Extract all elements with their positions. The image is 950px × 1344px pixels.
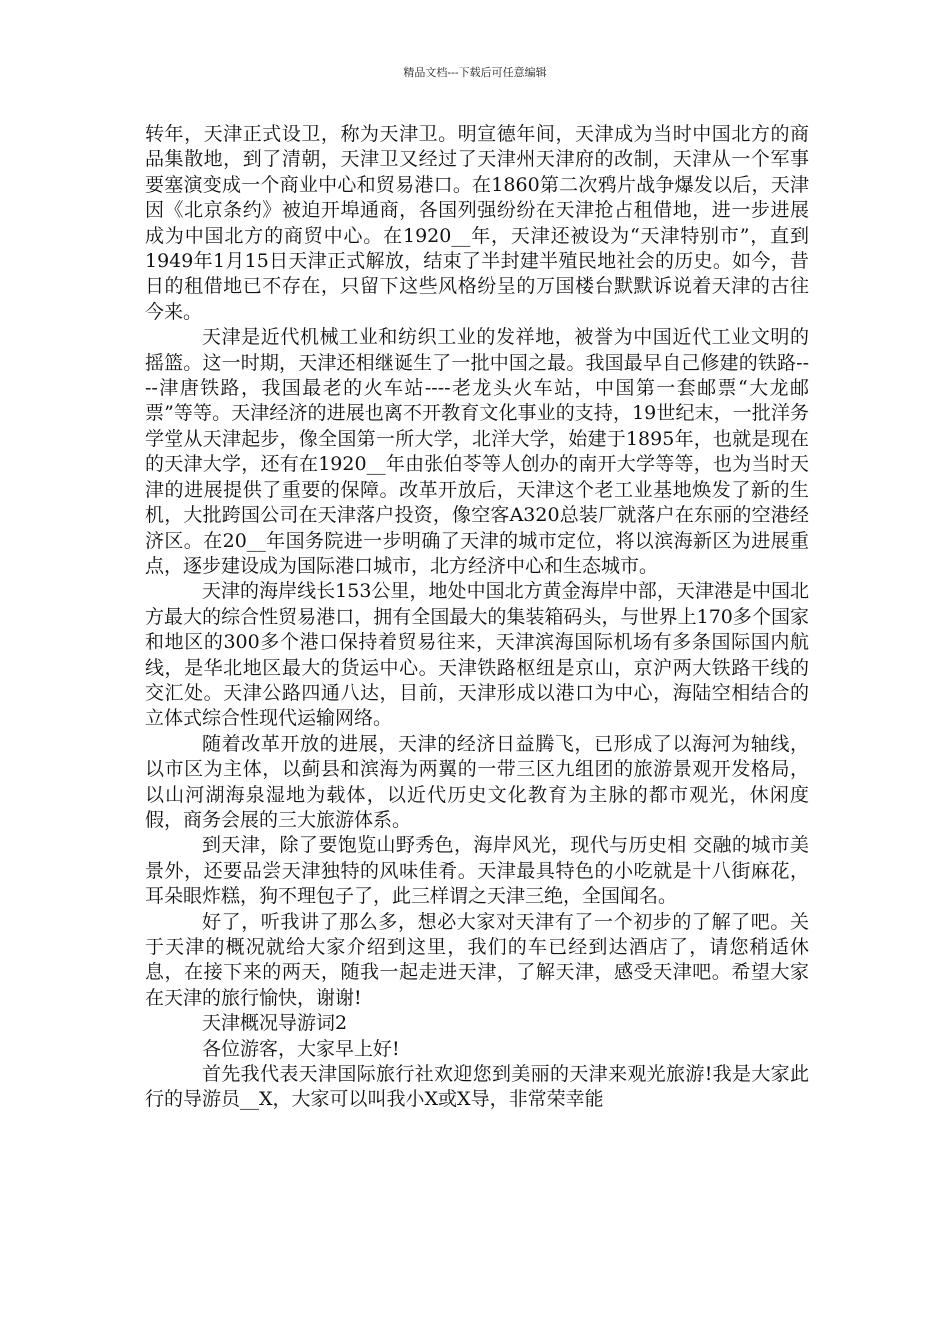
document-body [145,122,809,1113]
paragraph-tianjin-transport: 天津的海岸线长153公里，地处中国北方黄金海岸中部，天津港是中国北方最大的综合性贸易港口，拥有全国最大的集装箱码头，与世界上170多个国家和地区的300多个港口保持着贸易往来，天津滨海国际机场有多条国际国内航线，是华北地区最大的货运中心。天津铁路枢纽是京山，京沪两大铁路干线的交汇处。天津公路四通八达，目前，天津形成以港口为中心，海陆空相结合的立体式综合性现代运输网络。 [145,580,809,730]
greeting-line: 各位游客，大家早上好! [202,1037,400,1060]
paragraph-tianjin-tourism: 随着改革开放的进展，天津的经济日益腾飞，已形成了以海河为轴线，以市区为主体，以蓟县和滨海为两翼的一带三区九组团的旅游景观开发格局，以山河湖海泉湿地为载体，以近代历史文化教育为主脉的都市观光，休闲度假，商务会展的三大旅游体系。 [145,732,809,831]
paragraph-closing: 好了，听我讲了那么多，想必大家对天津有了一个初步的了解了吧。关于天津的概况就给大家介绍到这里，我们的车已经到达酒店了，请您稍适休息，在接下来的两天，随我一起走进天津，了解天津，感受天津吧。希望大家在天津的旅行愉快，谢谢! [145,910,809,1009]
page-header: 精品文档---下载后可任意编辑 [403,66,547,79]
paragraph-tianjin-food: 到天津，除了要饱览山野秀色，海岸风光，现代与历史相 交融的城市美景外，还要品尝天津独特的风味佳肴。天津最具特色的小吃就是十八街麻花，耳朵眼炸糕，狗不理包子了，此三样谓之天津三绝，全国闻名。 [145,834,809,908]
paragraph-tianjin-history: 转年，天津正式设卫，称为天津卫。明宣德年间，天津成为当时中国北方的商品集散地，到了清朝，天津卫又经过了天津州天津府的改制，天津从一个军事要塞演变成一个商业中心和贸易港口。在1860第二次鸦片战争爆发以后，天津因《北京条约》被迫开埠通商，各国列强纷纷在天津抢占租借地，进一步进展成为中国北方的商贸中心。在1920__年，天津还被设为“天津特别市”，直到1949年1月15日天津正式解放，结束了半封建半殖民地社会的历史。如今，昔日的租借地已不存在，只留下这些风格纷呈的万国楼台默默诉说着天津的古往今来。 [145,123,809,323]
paragraph-tianjin-industry: 天津是近代机械工业和纺织工业的发祥地，被誉为中国近代工业文明的摇篮。这一时期，天津还相继诞生了一批中国之最。我国最早自己修建的铁路----津唐铁路，我国最老的火车站----老龙头火车站，中国第一套邮票“大龙邮票”等等。天津经济的进展也离不开教育文化事业的支持，19世纪末，一批洋务学堂从天津起步，像全国第一所大学，北洋大学，始建于1895年，也就是现在的天津大学，还有在1920__年由张伯苓等人创办的南开大学等等，也为当时天津的进展提供了重要的保障。改革开放后，天津这个老工业基地焕发了新的生机，大批跨国公司在天津落户投资，像空客A320总装厂就落户在东丽的空港经济区。在20__年国务院进一步明确了天津的城市定位，将以滨海新区为进展重点，逐步建设成为国际港口城市，北方经济中心和生态城市。 [145,326,809,577]
paragraph-welcome: 首先我代表天津国际旅行社欢迎您到美丽的天津来观光旅游!我是大家此行的导游员__X，大家可以叫我小X或X导，非常荣幸能 [145,1063,809,1111]
section-heading: 天津概况导游词2 [202,1012,348,1035]
